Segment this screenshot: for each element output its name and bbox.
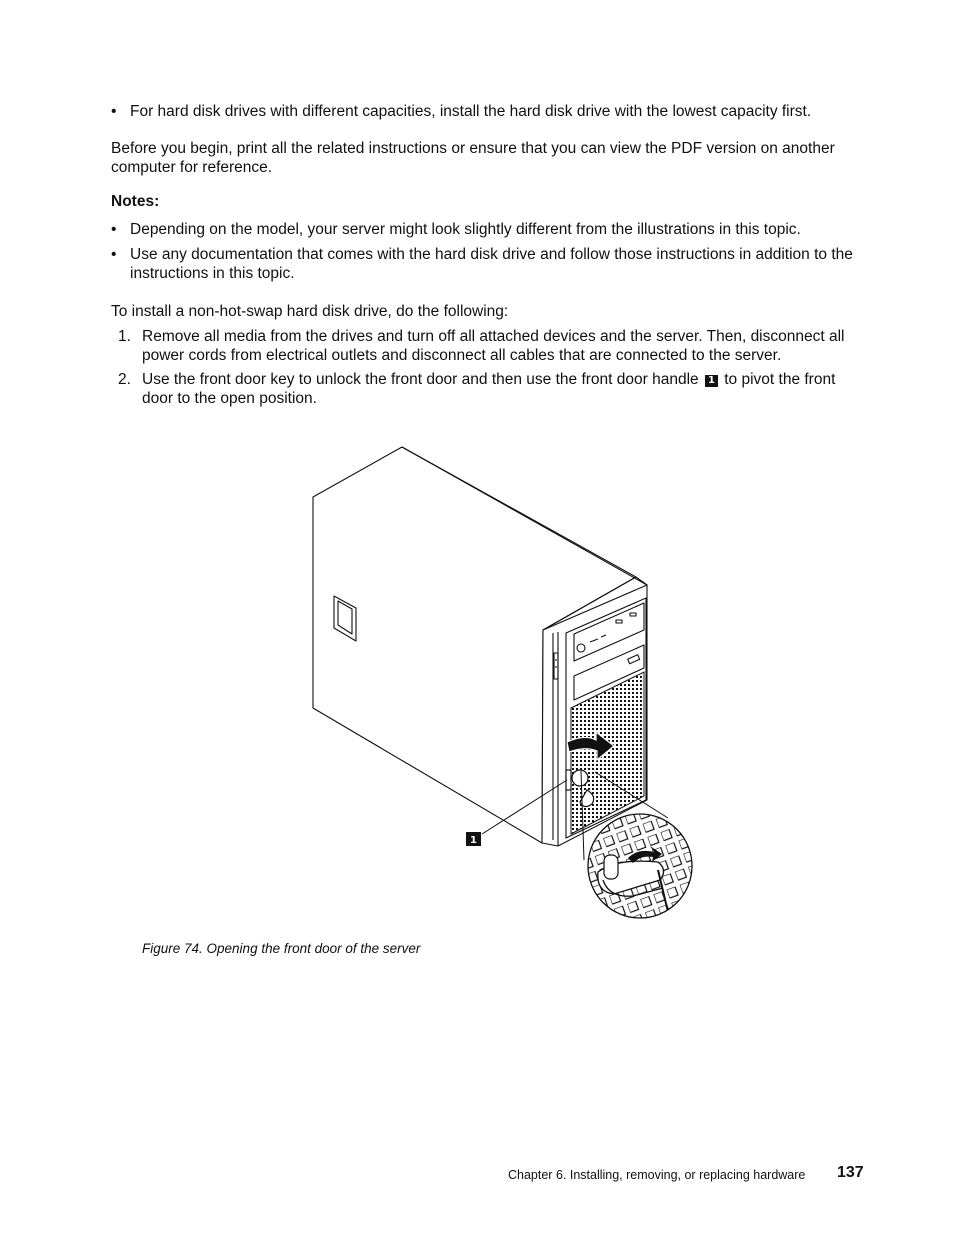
bullet-dot: •	[111, 221, 117, 238]
bullet-dot: •	[111, 246, 117, 263]
step-text: Remove all media from the drives and turn off all attached devices and the server. Then, disconnect all power cords from electrical outlets and disconnect all cables that are connected to the server.	[142, 328, 845, 364]
note-text: Use any documentation that comes with the hard disk drive and follow those instructions in addition to the instructions in this topic.	[130, 246, 853, 282]
step-text-after: to pivot the front door to the open position.	[142, 371, 836, 407]
figure-caption: Figure 74. Opening the front door of the server	[142, 941, 421, 956]
callout-marker: 1	[705, 375, 718, 387]
bullet-dot: •	[111, 103, 117, 120]
server-illustration	[300, 440, 700, 925]
step-text	[142, 370, 862, 408]
step-text-before: Use the front door key to unlock the front door and then use the front door handle	[142, 371, 699, 388]
step-number: 1.	[118, 328, 131, 345]
intro-paragraph: Before you begin, print all the related instructions or ensure that you can view the PDF version on another computer for reference.	[111, 140, 835, 176]
bullet-text: For hard disk drives with different capacities, install the hard disk drive with the lowest capacity first.	[130, 103, 812, 120]
page-number: 137	[837, 1164, 864, 1181]
procedure-intro: To install a non-hot-swap hard disk drive, do the following:	[111, 303, 509, 320]
footer-chapter: Chapter 6. Installing, removing, or replacing hardware	[508, 1168, 806, 1182]
step-number: 2.	[118, 371, 131, 388]
notes-heading: Notes:	[111, 193, 160, 210]
note-text: Depending on the model, your server might look slightly different from the illustrations in this topic.	[130, 221, 801, 238]
figure-callout-label: 1	[470, 835, 477, 846]
